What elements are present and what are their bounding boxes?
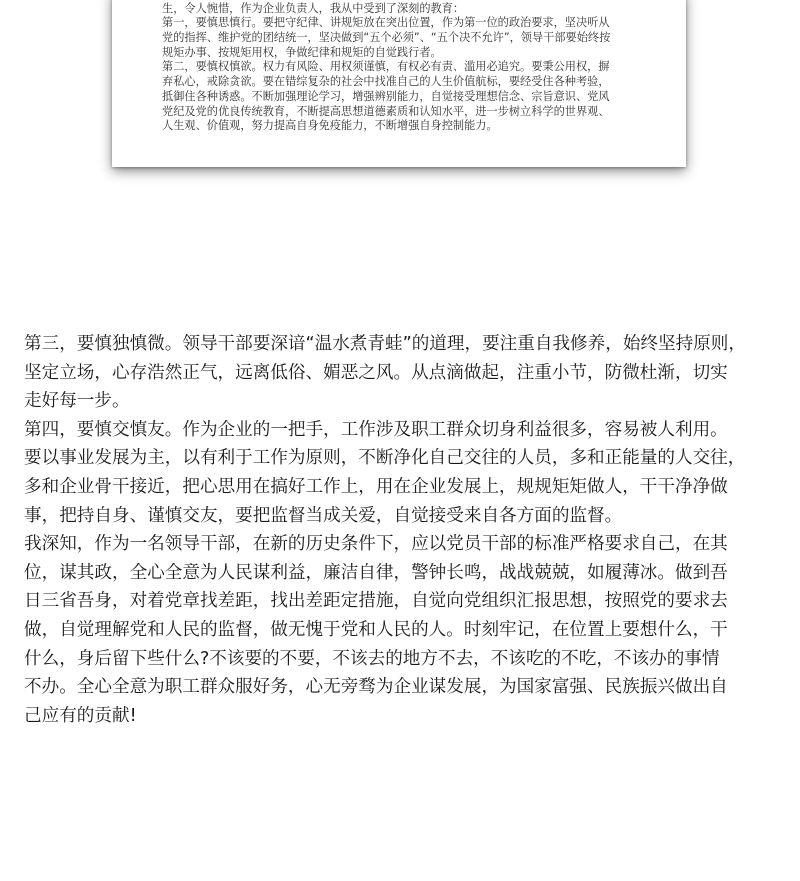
body-line: 我深知，作为一名领导干部，在新的历史条件下，应以党员干部的标准严格要求自己，在其 — [24, 534, 728, 555]
body-line: 走好每一步。 — [24, 391, 130, 412]
article-body — [24, 330, 784, 730]
document-photo-text — [162, 0, 662, 134]
paper-line: 抵御住各种诱惑。不断加强理论学习，增强辨别能力，自觉接受理想信念、宗旨意识、党风 — [162, 89, 610, 103]
paper-line: 规矩办事、按规矩用权，争做纪律和规矩的自觉践行者。 — [162, 45, 442, 59]
body-line: 事，把持自身、谨慎交友，要把监督当成关爱，自觉接受来自各方面的监督。 — [24, 505, 623, 526]
paper-line: 弃私心，戒除贪欲。要在错综复杂的社会中找准自己的人生价值航标，要经受住各种考验， — [162, 75, 610, 89]
paper-line: 第二，要慎权慎欲。权力有风险、用权须谨慎，有权必有责、滥用必追究。要秉公用权，摒 — [162, 60, 610, 74]
body-line: 要以事业发展为主，以有利于工作为原则，不断净化自己交往的人员，多和正能量的人交往， — [24, 448, 746, 469]
paper-line: 人生观、价值观，努力提高自身免疫能力，不断增强自身控制能力。 — [162, 119, 498, 133]
paper-line: 党的指挥、维护党的团结统一，坚决做到“五个必须”、“五个决不允许”，领导干部要始终按 — [162, 31, 611, 45]
body-line: 什么，身后留下些什么?不该要的不要，不该去的地方不去，不该吃的不吃，不该办的事情 — [24, 648, 720, 669]
body-line: 日三省吾身，对着党章找差距，找出差距定措施，自觉向党组织汇报思想，按照党的要求去 — [24, 591, 728, 612]
paper-line: 党纪及党的优良传统教育，不断提高思想道德素质和认知水平，进一步树立科学的世界观、 — [162, 104, 610, 118]
paper-line: 生，令人惋惜，作为企业负责人，我从中受到了深刻的教育： — [162, 1, 465, 15]
body-line: 不办。全心全意为职工群众服好务，心无旁骛为企业谋发展，为国家富强、民族振兴做出自 — [24, 677, 728, 698]
body-line: 做，自觉理解党和人民的监督，做无愧于党和人民的人。时刻牢记，在位置上要想什么，干 — [24, 619, 728, 640]
body-line: 位，谋其政，全心全意为人民谋利益，廉洁自律，警钟长鸣，战战兢兢，如履薄冰。做到吾 — [24, 562, 728, 583]
body-line: 第三，要慎独慎微。领导干部要深谙“温水煮青蛙”的道理，要注重自我修养，始终坚持原则， — [24, 334, 746, 354]
document-photo-card — [112, 0, 686, 167]
body-line: 第四，要慎交慎友。作为企业的一把手，工作涉及职工群众切身利益很多，容易被人利用。 — [24, 419, 728, 440]
body-line: 多和企业骨干接近，把心思用在搞好工作上，用在企业发展上，规规矩矩做人，干干净净做 — [24, 476, 728, 497]
body-line: 己应有的贡献! — [24, 705, 137, 726]
paper-line: 第一，要慎思慎行。要把守纪律、讲规矩放在突出位置，作为第一位的政治要求，坚决听从 — [162, 16, 610, 30]
body-line: 坚定立场，心存浩然正气，远离低俗、媚恶之风。从点滴做起，注重小节，防微杜渐，切实 — [24, 362, 728, 383]
